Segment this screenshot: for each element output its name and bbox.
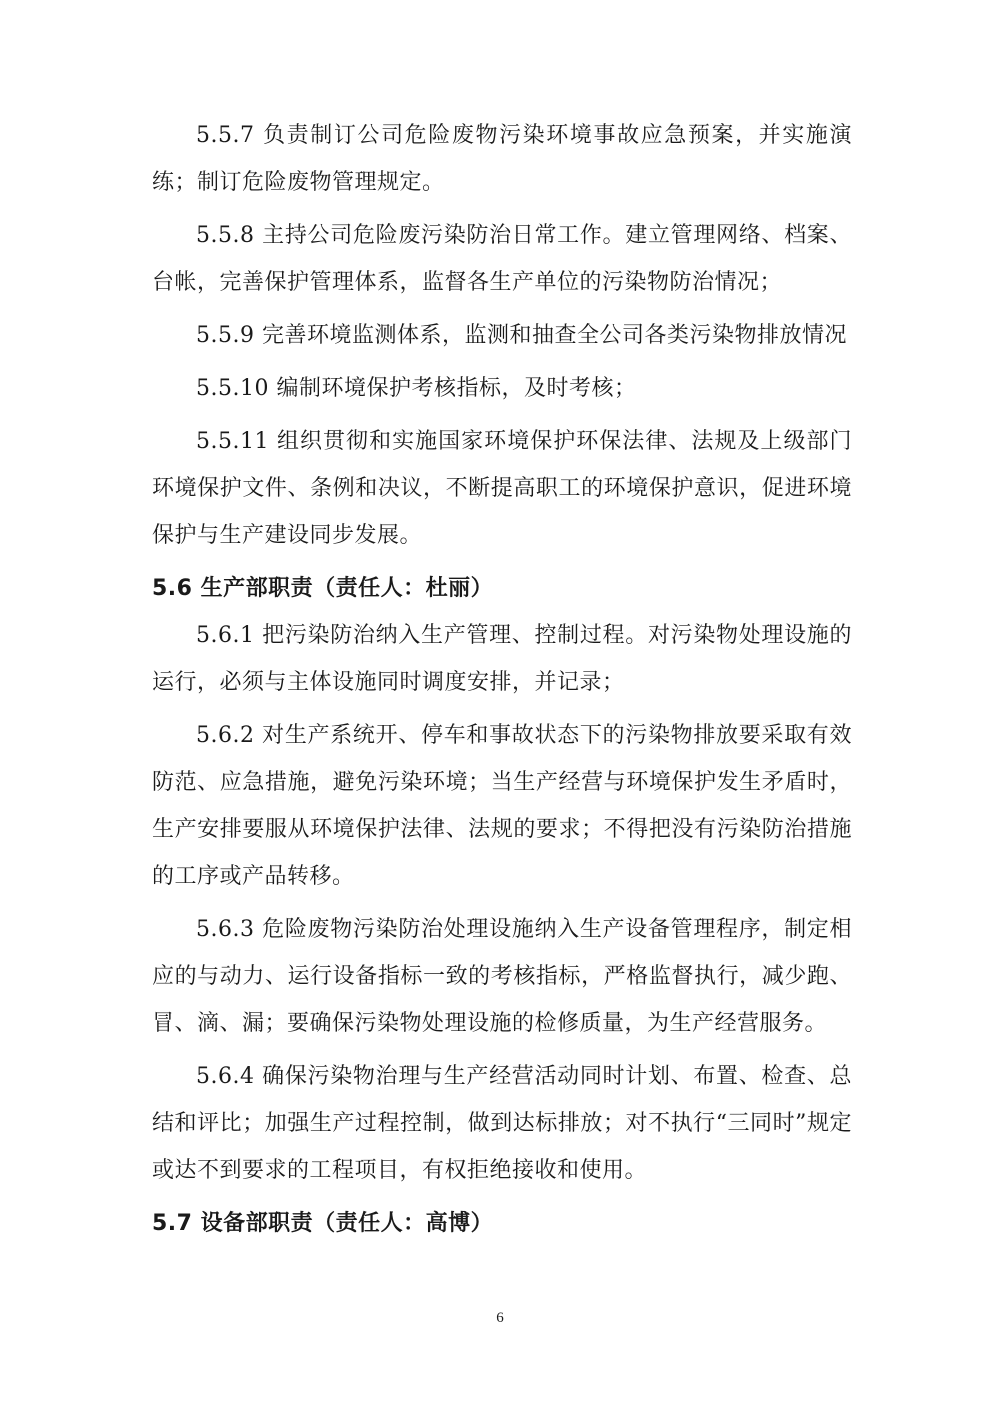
paragraph-5-5-10: 5.5.10 编制环境保护考核指标，及时考核； (196, 376, 637, 401)
paragraph-5-5-11: 5.5.11 组织贯彻和实施国家环境保护环保法律、法规及上级部门环境保护文件、条例和决议，不断提高职工的环境保护意识，促进环境保护与生产建设同步发展。 (152, 429, 852, 548)
paragraph-5-5-8: 5.5.8 主持公司危险废污染防治日常工作。建立管理网络、档案、台帐，完善保护管理体系，监督各生产单位的污染物防治情况； (152, 223, 852, 295)
paragraph-5-5-9: 5.5.9 完善环境监测体系，监测和抽查全公司各类污染物排放情况 (196, 323, 847, 348)
section-heading-5-6: 5.6 生产部职责（责任人：杜丽） (152, 576, 494, 601)
paragraph-5-5-7: 5.5.7 负责制订公司危险废物污染环境事故应急预案，并实施演练；制订危险废物管理规定。 (152, 123, 852, 195)
page-number: 6 (496, 1310, 504, 1326)
paragraph-5-6-4: 5.6.4 确保污染物治理与生产经营活动同时计划、布置、检查、总结和评比；加强生产过程控制，做到达标排放；对不执行“三同时”规定或达不到要求的工程项目，有权拒绝接收和使用。 (152, 1064, 852, 1183)
paragraph-5-6-1: 5.6.1 把污染防治纳入生产管理、控制过程。对污染物处理设施的运行，必须与主体设施同时调度安排，并记录； (152, 623, 852, 695)
section-heading-5-7: 5.7 设备部职责（责任人：高博） (152, 1211, 494, 1236)
page-body (152, 112, 852, 1247)
paragraph-5-6-3: 5.6.3 危险废物污染防治处理设施纳入生产设备管理程序，制定相应的与动力、运行设备指标一致的考核指标，严格监督执行，减少跑、冒、滴、漏；要确保污染物处理设施的检修质量，为生产经营服务。 (152, 917, 852, 1036)
paragraph-5-6-2: 5.6.2 对生产系统开、停车和事故状态下的污染物排放要采取有效防范、应急措施，避免污染环境；当生产经营与环境保护发生矛盾时，生产安排要服从环境保护法律、法规的要求；不得把没有污染防治措施的工序或产品转移。 (152, 723, 852, 889)
